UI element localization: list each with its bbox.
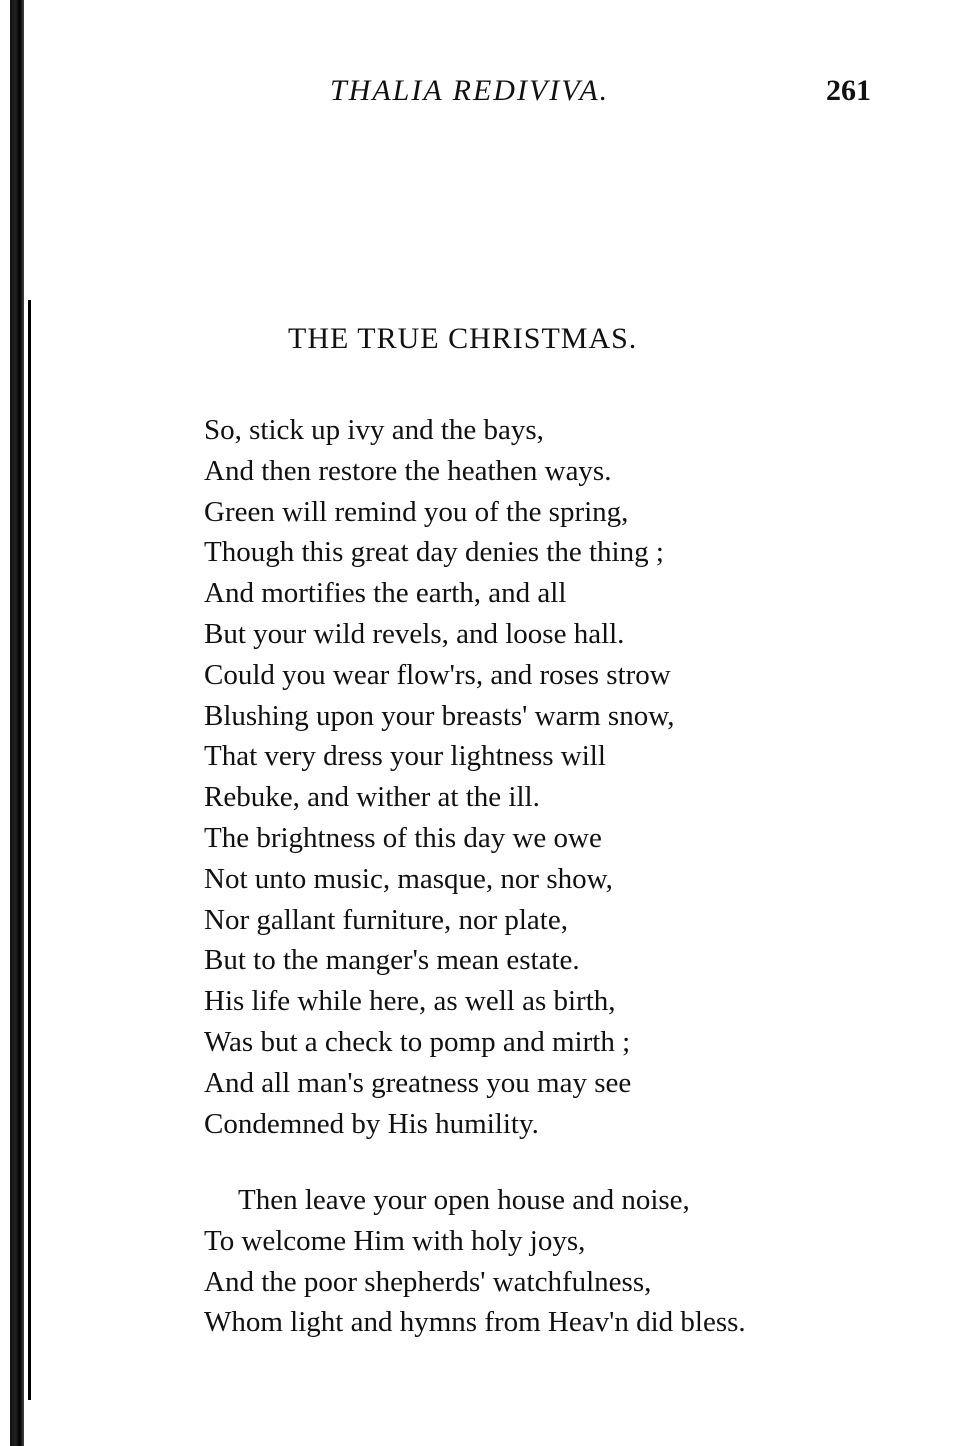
poem-line: Nor gallant furniture, nor plate, xyxy=(204,903,568,936)
page-number: 261 xyxy=(826,74,871,107)
poem-line: Green will remind you of the spring, xyxy=(204,495,629,528)
poem-line: Then leave your open house and noise, xyxy=(238,1184,690,1216)
poem-line: Could you wear flow'rs, and roses strow xyxy=(204,658,671,691)
poem-title: THE TRUE CHRISTMAS. xyxy=(288,322,638,355)
poem-line: But your wild revels, and loose hall. xyxy=(204,617,625,650)
poem-line: So, stick up ivy and the bays, xyxy=(204,414,544,446)
poem-line: Condemned by His humility. xyxy=(204,1107,539,1140)
poem-line: His life while here, as well as birth, xyxy=(204,985,616,1018)
poem-line: Rebuke, and wither at the ill. xyxy=(204,781,540,814)
running-head xyxy=(0,74,980,118)
poem-line: And then restore the heathen ways. xyxy=(204,454,612,487)
poem-line: Was but a check to pomp and mirth ; xyxy=(204,1025,631,1058)
stanza-1 xyxy=(204,410,675,1144)
poem-line: The brightness of this day we owe xyxy=(204,821,602,854)
poem-line: Blushing upon your breasts' warm snow, xyxy=(204,699,675,732)
poem-line: That very dress your lightness will xyxy=(204,740,606,773)
poem-line: But to the manger's mean estate. xyxy=(204,944,580,977)
page-binding-edge xyxy=(10,0,24,1446)
poem-line: And all man's greatness you may see xyxy=(204,1066,632,1099)
poem-line: And the poor shepherds' watchfulness, xyxy=(204,1265,652,1298)
poem-line: Whom light and hymns from Heav'n did bless. xyxy=(204,1306,746,1339)
stanza-2 xyxy=(204,1180,746,1343)
poem-line: And mortifies the earth, and all xyxy=(204,577,567,610)
poem-line: To welcome Him with holy joys, xyxy=(204,1224,586,1257)
poem-line: Not unto music, masque, nor show, xyxy=(204,862,613,895)
running-title: THALIA REDIVIVA. xyxy=(330,74,610,107)
poem-line: Though this great day denies the thing ; xyxy=(204,536,664,569)
